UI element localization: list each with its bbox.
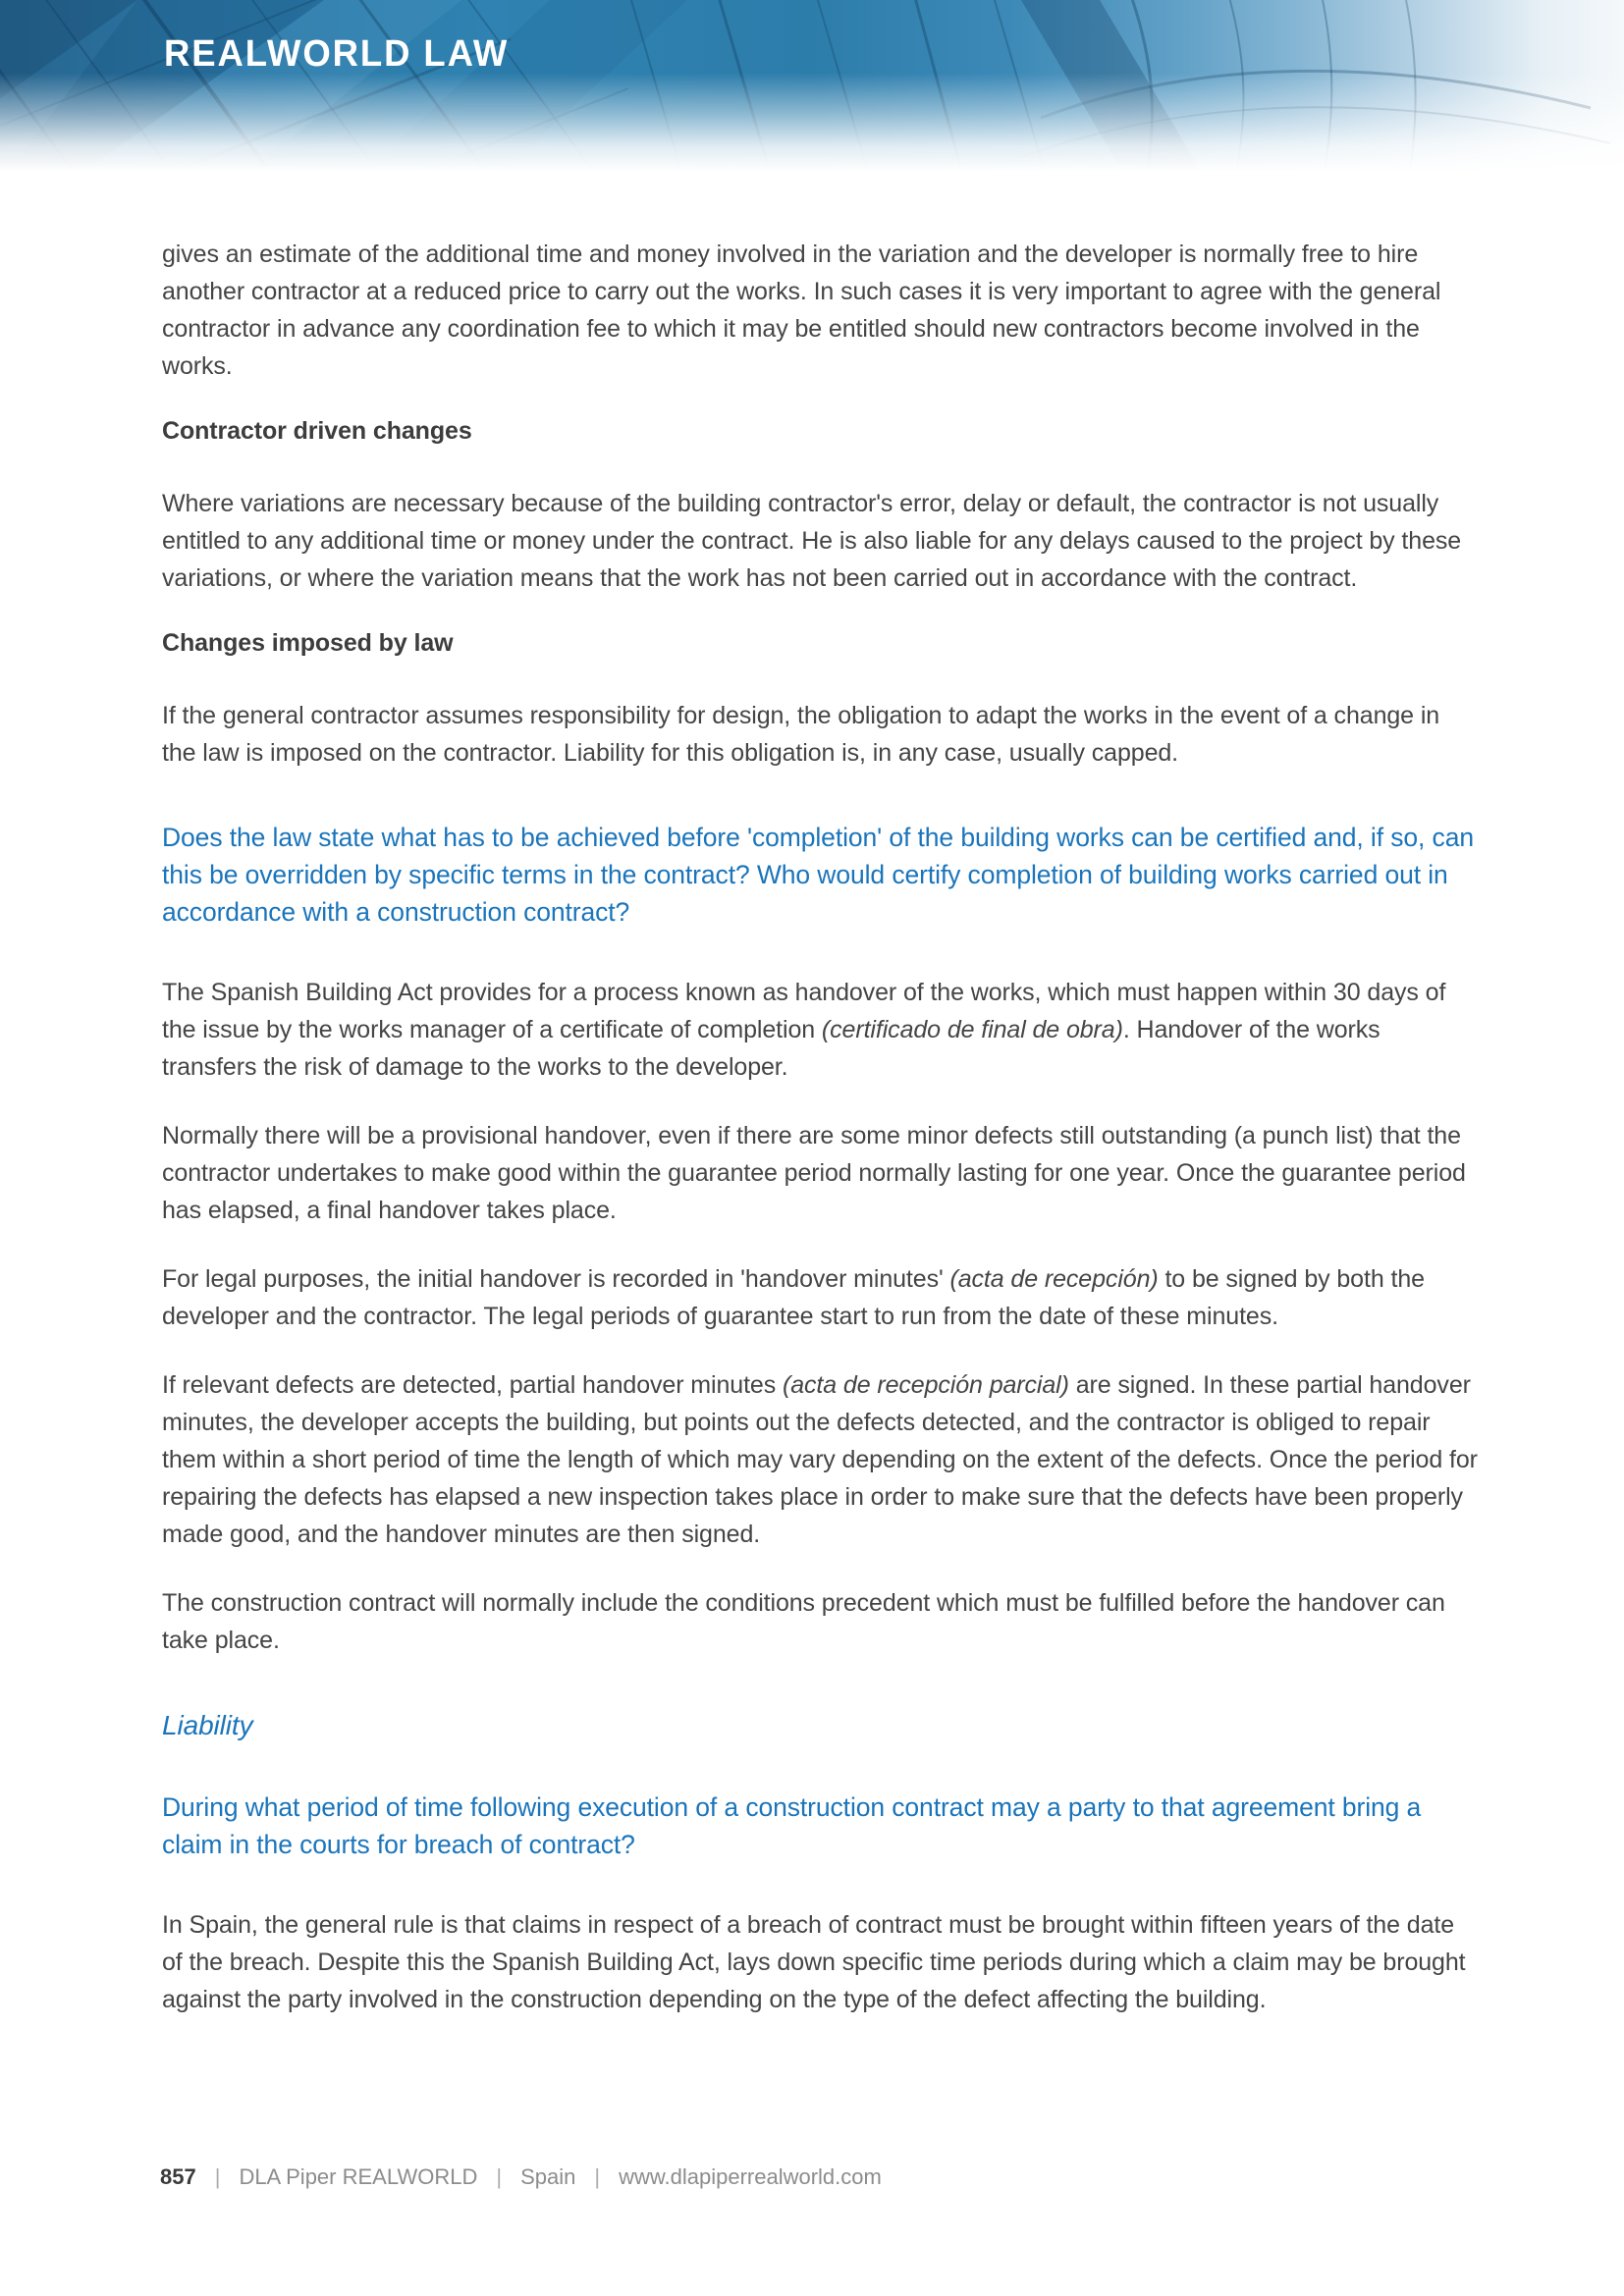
body-paragraph: In Spain, the general rule is that claims in respect of a breach of contract must be brought within fifteen years of the date of the breach. Despite this the Spanish Building Act, lays down specific time periods during which a claim may be brought against the party involved in the construction depending on the type of the defect affecting the building.	[162, 1911, 1466, 2013]
question: Does the law state what has to be achieved before 'completion' of the building works can be certified and, if so, can this be overridden by specific terms in the contract? Who would certify completion of building works carried out in accordance with a construction contract?	[162, 823, 1474, 927]
section-label: Liability	[162, 1710, 253, 1740]
subheading: Changes imposed by law	[162, 629, 454, 657]
body-paragraph: Normally there will be a provisional handover, even if there are some minor defects still outstanding (a punch list) that the contractor undertakes to make good within the guarantee period normally lasting for one year. Once the guarantee period has elapsed, a final handover takes place.	[162, 1122, 1466, 1224]
page-footer	[160, 2163, 882, 2192]
page-number: 857	[160, 2164, 196, 2189]
page-header	[0, 0, 1624, 183]
body-paragraph: If the general contractor assumes responsibility for design, the obligation to adapt the works in the event of a change in the law is imposed on the contractor. Liability for this obligation is, in any case, usually capped.	[162, 702, 1440, 767]
footer-country: Spain	[520, 2164, 576, 2189]
footer-brand: DLA Piper REALWORLD	[239, 2164, 478, 2189]
footer-separator: |	[594, 2164, 601, 2189]
footer-website: www.dlapiperrealworld.com	[619, 2164, 882, 2189]
body-paragraph: The construction contract will normally include the conditions precedent which must be fulfilled before the handover can take place.	[162, 1589, 1445, 1654]
subheading: Contractor driven changes	[162, 417, 472, 445]
glass-building-image	[0, 0, 1624, 183]
question: During what period of time following execution of a construction contract may a party to that agreement bring a claim in the courts for breach of contract?	[162, 1792, 1422, 1859]
body-paragraph: Where variations are necessary because of the building contractor's error, delay or default, the contractor is not usually entitled to any additional time or money under the contract. He is also liable for any delays caused to the project by these variations, or where the variation means that the work has not been carried out in accordance with the contract.	[162, 490, 1462, 592]
document-body	[0, 183, 1624, 2018]
brand-logo: REALWORLD LAW	[164, 33, 510, 75]
body-paragraph: gives an estimate of the additional time and money involved in the variation and the developer is normally free to hire another contractor at a reduced price to carry out the works. In such cases it is very important to agree with the general contractor in advance any coordination fee to which it may be entitled should new contractors become involved in the works.	[162, 240, 1441, 380]
body-paragraph: The Spanish Building Act provides for a process known as handover of the works, which must happen within 30 days of the issue by the works manager of a certificate of completion (certificado de final de obra). Handover of the works transfers the risk of damage to the works to the developer.	[162, 979, 1446, 1081]
body-paragraph: If relevant defects are detected, partial handover minutes (acta de recepción parcial) are signed. In these partial handover minutes, the developer accepts the building, but points out the defects detected, and the contractor is obliged to repair them within a short period of time the length of which may vary depending on the extent of the defects. Once the period for repairing the defects has elapsed a new inspection takes place in order to make sure that the defects have been properly made good, and the handover minutes are then signed.	[162, 1371, 1478, 1548]
footer-separator: |	[214, 2164, 221, 2189]
body-paragraph: For legal purposes, the initial handover is recorded in 'handover minutes' (acta de recepción) to be signed by both the developer and the contractor. The legal periods of guarantee start to run from the date of these minutes.	[162, 1265, 1425, 1330]
footer-separator: |	[496, 2164, 503, 2189]
